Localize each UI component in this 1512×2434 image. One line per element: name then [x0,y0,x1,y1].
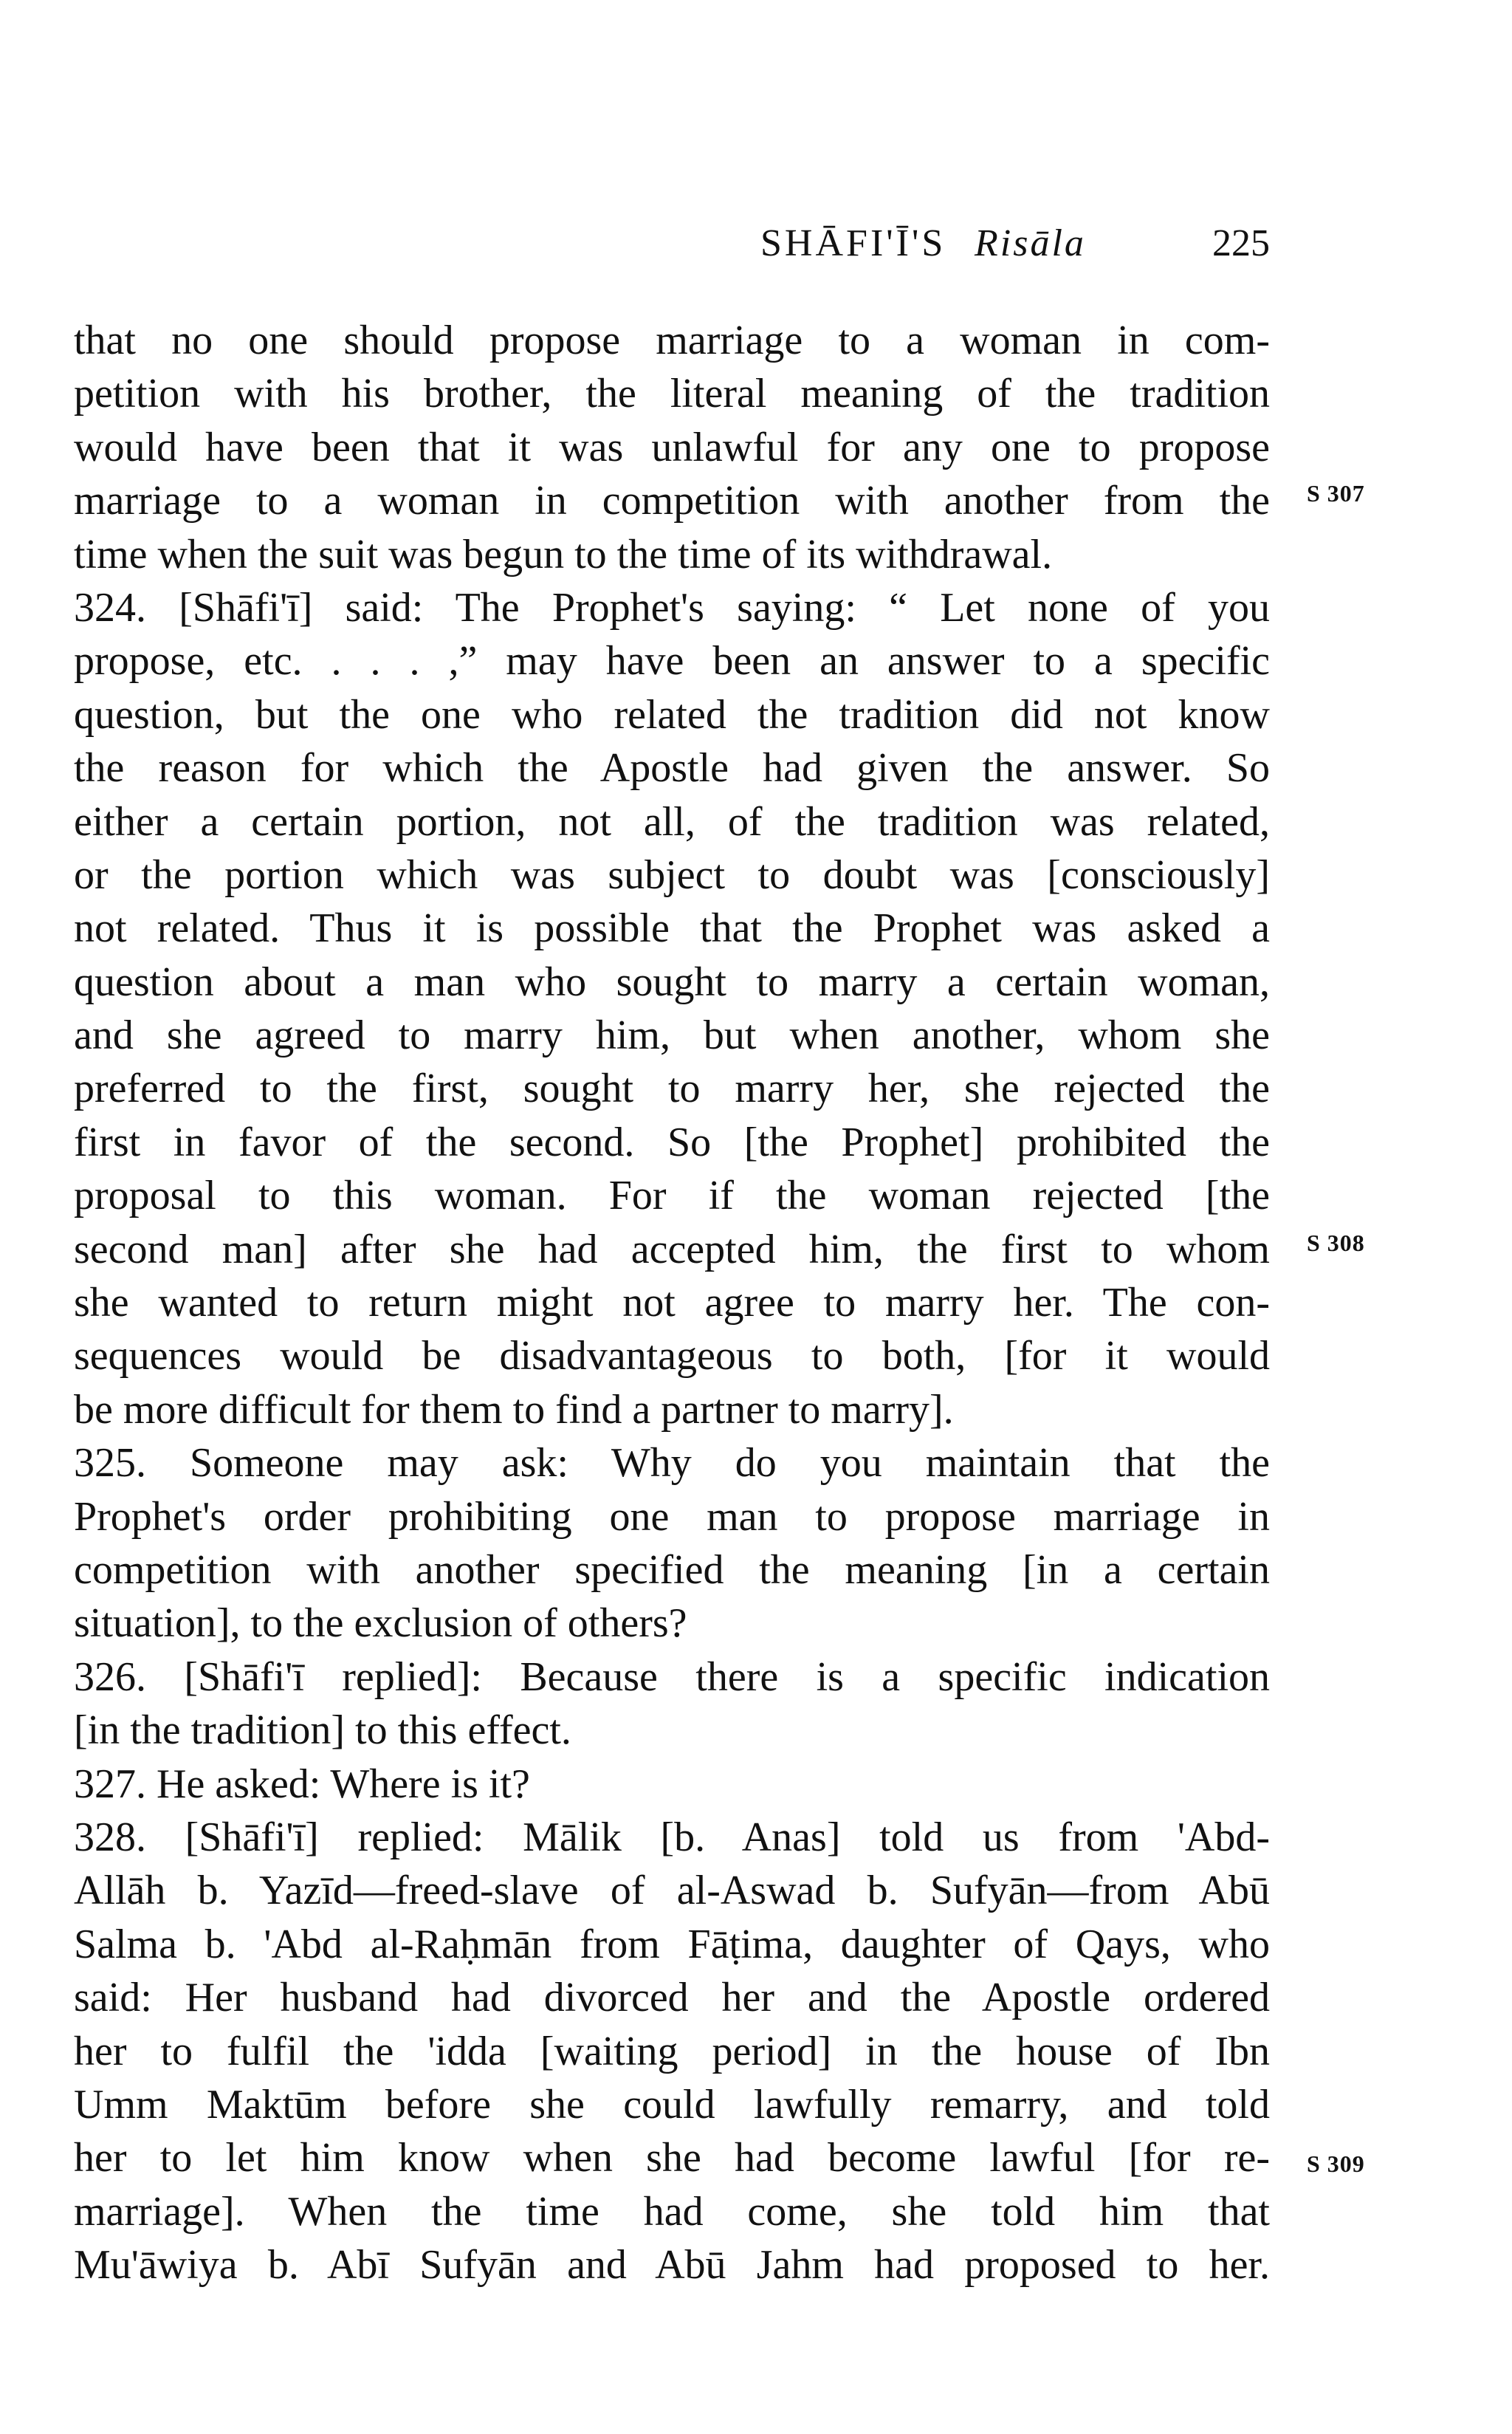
margin-reference: S 308 [1307,1230,1365,1256]
text-line: Mu'āwiya b. Abī Sufyān and Abū Jahm had proposed to her. [74,2242,1270,2289]
text-line: she wanted to return might not agree to marry her. The con- [74,1280,1270,1326]
running-head-title: Risāla [975,222,1086,264]
text-line: 328. [Shāfi'ī] replied: Mālik [b. Anas] told us from 'Abd- [74,1814,1270,1860]
text-line: her to fulfil the 'idda [waiting period] in the house of Ibn [74,2028,1270,2074]
text-line: sequences would be disadvantageous to both, [for it would [74,1333,1270,1379]
text-line: not related. Thus it is possible that the Prophet was asked a [74,905,1270,952]
text-line: marriage]. When the time had come, she told him that [74,2188,1270,2235]
text-line: marriage to a woman in competition with another from the [74,478,1270,524]
running-head-author: SHĀFI'Ī'S [760,222,946,264]
text-line: Allāh b. Yazīd—freed-slave of al-Aswad b. Sufyān—from Abū [74,1868,1270,1914]
text-line: 326. [Shāfi'ī replied]: Because there is a specific indication [74,1653,1270,1700]
text-line: first in favor of the second. So [the Prophet] prohibited the [74,1119,1270,1165]
text-line: petition with his brother, the literal meaning of the tradition [74,371,1270,417]
margin-reference: S 307 [1307,480,1365,507]
text-line: time when the suit was begun to the time of its withdrawal. [74,531,1053,577]
text-line: the reason for which the Apostle had given the answer. So [74,745,1270,792]
running-head [760,220,1270,267]
text-line: that no one should propose marriage to a woman in com- [74,318,1270,363]
text-line: be more difficult for them to find a partner to marry]. [74,1386,954,1433]
text-line: competition with another specified the meaning [in a certain [74,1546,1270,1593]
text-line: proposal to this woman. For if the woman rejected [the [74,1173,1270,1219]
text-line: and she agreed to marry him, but when another, whom she [74,1012,1270,1059]
text-line: either a certain portion, not all, of the tradition was related, [74,798,1270,845]
text-line: or the portion which was subject to doubt was [consciously] [74,851,1270,898]
text-line: second man] after she had accepted him, the first to whom [74,1226,1270,1272]
text-line: would have been that it was unlawful for any one to propose [74,424,1270,470]
body-text [74,314,1270,2291]
text-line: preferred to the first, sought to marry her, she rejected the [74,1066,1270,1112]
text-line: said: Her husband had divorced her and the Apostle ordered [74,1975,1270,2021]
page-number: 225 [1212,222,1270,264]
margin-reference: S 309 [1307,2150,1365,2177]
text-line: question, but the one who related the tradition did not know [74,691,1270,738]
text-line: Umm Maktūm before she could lawfully remarry, and told [74,2081,1270,2128]
text-line: Salma b. 'Abd al-Raḥmān from Fāṭima, daughter of Qays, who [74,1921,1270,1967]
text-line: her to let him know when she had become lawful [for re- [74,2135,1270,2181]
text-line: propose, etc. . . . ,” may have been an answer to a specific [74,638,1270,685]
text-line: question about a man who sought to marry a certain woman, [74,959,1270,1005]
text-line: Prophet's order prohibiting one man to propose marriage in [74,1493,1270,1540]
text-line: [in the tradition] to this effect. [74,1707,571,1754]
text-line: situation], to the exclusion of others? [74,1600,687,1647]
text-line: 327. He asked: Where is it? [74,1761,530,1807]
text-line: 324. [Shāfi'ī] said: The Prophet's saying: “ Let none of you [74,584,1270,631]
text-line: 325. Someone may ask: Why do you maintain that the [74,1440,1270,1487]
